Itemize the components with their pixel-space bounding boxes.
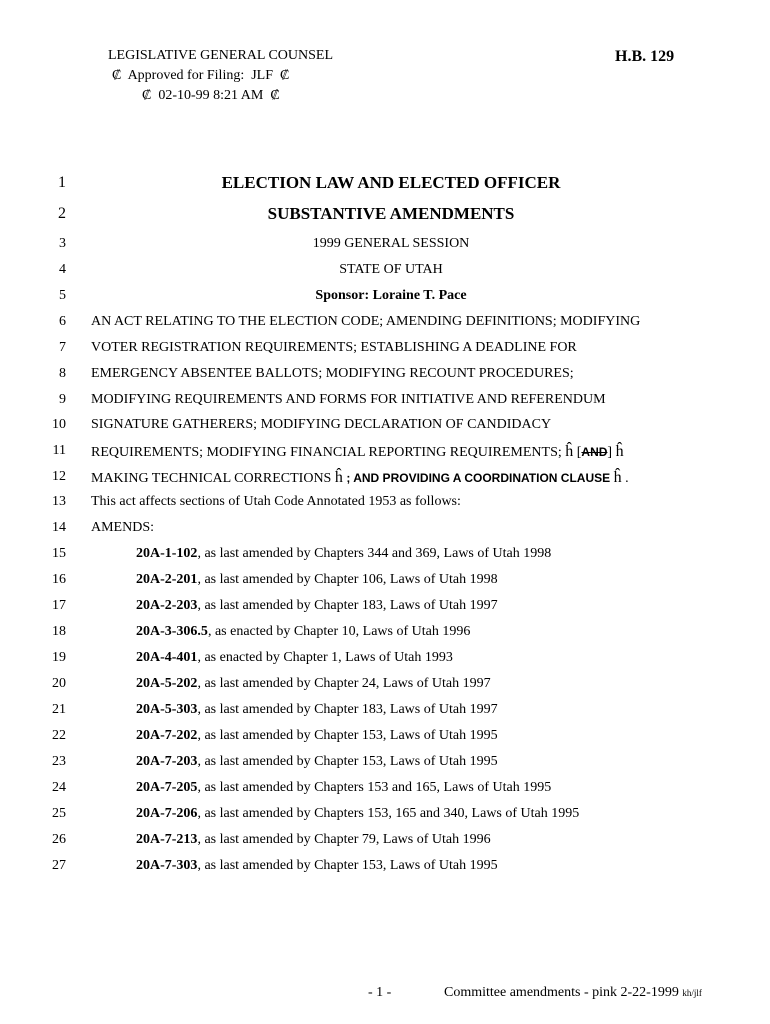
line12-end: . [625, 471, 629, 486]
section-number: 20A-2-203 [136, 598, 198, 613]
amendment-mark: ĥ [615, 443, 624, 460]
doc-line [0, 414, 770, 440]
section-number: 20A-5-202 [136, 676, 198, 691]
line-number: 16 [52, 572, 66, 587]
session: 1999 GENERAL SESSION [312, 236, 470, 251]
line-number: 17 [52, 598, 66, 613]
section-number: 20A-3-306.5 [136, 624, 208, 639]
amends-entry [136, 858, 498, 874]
committee-note [444, 985, 702, 1001]
section-desc: , as last amended by Chapters 344 and 369, Laws of Utah 1998 [197, 546, 552, 561]
bill-title-line-1: ELECTION LAW AND ELECTED OFFICER [221, 173, 561, 192]
line-number: 12 [52, 469, 66, 484]
section-desc: , as last amended by Chapter 153, Laws of Utah 1995 [197, 858, 498, 873]
section-desc: , as last amended by Chapter 153, Laws of Utah 1995 [197, 728, 498, 743]
section-number: 20A-5-303 [136, 702, 198, 717]
section-desc: , as enacted by Chapter 1, Laws of Utah 1993 [197, 650, 453, 665]
approval-stamp: ₡ Approved for Filing: JLF ₡ [112, 68, 290, 83]
amends-item [0, 673, 770, 699]
line-number: 19 [52, 650, 66, 665]
section-desc: , as last amended by Chapter 24, Laws of Utah 1997 [197, 676, 491, 691]
doc-line [0, 233, 770, 259]
amends-item [0, 803, 770, 829]
section-number: 20A-7-203 [136, 754, 198, 769]
doc-line [0, 363, 770, 389]
doc-line [0, 389, 770, 415]
amends-label: AMENDS: [91, 520, 155, 535]
amends-entry [136, 598, 498, 614]
line-number: 18 [52, 624, 66, 639]
amends-entry [136, 572, 498, 588]
section-number: 20A-4-401 [136, 650, 198, 665]
section-number: 20A-7-205 [136, 780, 198, 795]
line-number: 26 [52, 832, 66, 847]
line-number: 24 [52, 780, 66, 795]
line-number: 5 [59, 288, 66, 303]
section-desc: , as last amended by Chapters 153 and 165, Laws of Utah 1995 [197, 780, 552, 795]
bill-number: H.B. 129 [615, 48, 675, 65]
section-desc: , as last amended by Chapter 79, Laws of Utah 1996 [197, 832, 491, 847]
amends-entry [136, 546, 551, 562]
line12-text: MAKING TECHNICAL CORRECTIONS [91, 471, 332, 486]
line-number: 6 [59, 314, 66, 329]
amends-entry [136, 806, 579, 822]
amends-item [0, 725, 770, 751]
amends-entry [136, 702, 498, 718]
office-name: LEGISLATIVE GENERAL COUNSEL [108, 48, 334, 63]
amends-item [0, 647, 770, 673]
amends-entry [136, 676, 491, 692]
amends-item [0, 543, 770, 569]
line-number: 3 [59, 236, 66, 251]
amendment-mark: ĥ [565, 443, 574, 460]
sponsor: Sponsor: Loraine T. Pace [315, 288, 467, 303]
amends-item [0, 569, 770, 595]
doc-line [0, 259, 770, 285]
line-number: 23 [52, 754, 66, 769]
line-number: 20 [52, 676, 66, 691]
amends-entry [136, 728, 498, 744]
doc-line [0, 173, 770, 199]
amends-entry [136, 832, 491, 848]
page-number: - 1 - [368, 985, 392, 1000]
section-number: 20A-1-102 [136, 546, 198, 561]
doc-line [0, 466, 770, 492]
amends-item [0, 699, 770, 725]
section-desc: , as enacted by Chapter 10, Laws of Utah 1996 [207, 624, 471, 639]
amends-entry [136, 780, 551, 796]
committee-text: Committee amendments - pink 2-22-1999 [444, 985, 679, 1000]
amends-item [0, 751, 770, 777]
doc-line [0, 285, 770, 311]
section-number: 20A-7-206 [136, 806, 198, 821]
body-text: VOTER REGISTRATION REQUIREMENTS; ESTABLISHING A DEADLINE FOR [91, 340, 577, 355]
doc-line [0, 311, 770, 337]
struck-text: AND [581, 445, 608, 459]
body-text: SIGNATURE GATHERERS; MODIFYING DECLARATION OF CANDIDACY [91, 417, 552, 432]
bracket-open: [ [576, 445, 582, 460]
line-number: 7 [59, 340, 66, 355]
section-number: 20A-7-303 [136, 858, 198, 873]
line-number: 4 [59, 262, 66, 277]
section-desc: , as last amended by Chapters 153, 165 and 340, Laws of Utah 1995 [197, 806, 580, 821]
line-number: 11 [52, 443, 66, 458]
doc-line [0, 517, 770, 543]
doc-line [0, 337, 770, 363]
body-text: AN ACT RELATING TO THE ELECTION CODE; AMENDING DEFINITIONS; MODIFYING [91, 314, 641, 329]
body-text: MODIFYING REQUIREMENTS AND FORMS FOR INITIATIVE AND REFERENDUM [91, 392, 606, 407]
amends-item [0, 829, 770, 855]
line-number: 1 [58, 174, 66, 191]
section-desc: , as last amended by Chapter 153, Laws of Utah 1995 [197, 754, 498, 769]
amendment-mark: ĥ [334, 469, 343, 486]
section-number: 20A-7-202 [136, 728, 198, 743]
header-block [108, 46, 333, 106]
doc-line [0, 204, 770, 230]
section-number: 20A-7-213 [136, 832, 198, 847]
body-text-amended [91, 469, 629, 487]
initials: kh/jlf [682, 988, 702, 998]
body-text: EMERGENCY ABSENTEE BALLOTS; MODIFYING RECOUNT PROCEDURES; [91, 366, 574, 381]
amends-entry [136, 650, 453, 666]
amends-item [0, 777, 770, 803]
amendment-mark: ĥ [613, 469, 622, 486]
amends-entry [136, 624, 470, 640]
doc-line [0, 491, 770, 517]
body-text-amended [91, 443, 624, 461]
timestamp-stamp: ₡ 02-10-99 8:21 AM ₡ [142, 88, 280, 103]
line-number: 25 [52, 806, 66, 821]
line-number: 14 [52, 520, 66, 535]
line-number: 13 [52, 494, 66, 509]
amends-entry [136, 754, 498, 770]
inserted-text: ; AND PROVIDING A COORDINATION CLAUSE [346, 471, 611, 485]
bracket-close: ] [607, 445, 613, 460]
amends-item [0, 595, 770, 621]
bill-title-line-2: SUBSTANTIVE AMENDMENTS [267, 204, 515, 223]
section-desc: , as last amended by Chapter 183, Laws of Utah 1997 [197, 598, 498, 613]
state: STATE OF UTAH [339, 262, 443, 277]
section-desc: , as last amended by Chapter 106, Laws of Utah 1998 [197, 572, 498, 587]
line-number: 27 [52, 858, 66, 873]
line-number: 2 [58, 205, 66, 222]
section-desc: , as last amended by Chapter 183, Laws of Utah 1997 [197, 702, 498, 717]
section-number: 20A-2-201 [136, 572, 198, 587]
amends-item [0, 855, 770, 881]
amends-item [0, 621, 770, 647]
line-number: 10 [52, 417, 66, 432]
line-number: 22 [52, 728, 66, 743]
line-number: 8 [59, 366, 66, 381]
line-number: 9 [59, 392, 66, 407]
line-number: 15 [52, 546, 66, 561]
line11-text: REQUIREMENTS; MODIFYING FINANCIAL REPORTING REQUIREMENTS; [91, 445, 562, 460]
affects-text: This act affects sections of Utah Code Annotated 1953 as follows: [91, 494, 461, 509]
line-number: 21 [52, 702, 66, 717]
doc-line [0, 440, 770, 466]
